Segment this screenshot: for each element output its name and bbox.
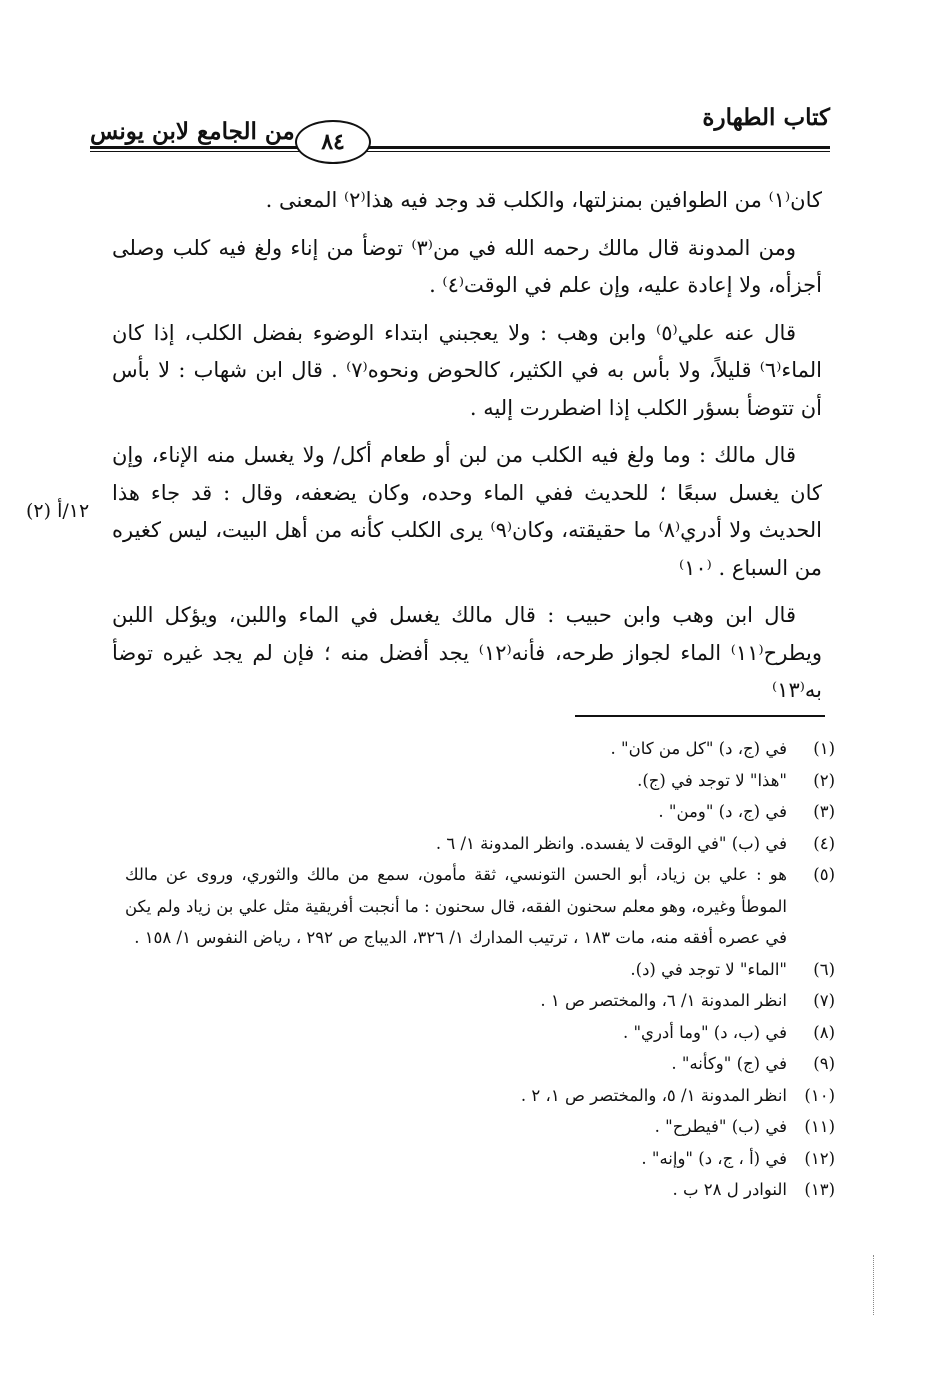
footnote-number: (٥): [813, 865, 835, 884]
footnote-number: (٣): [813, 802, 835, 821]
footnote: [125, 1048, 835, 1080]
footnote-number: (٩): [813, 1054, 835, 1073]
footnote-text: انظر المدونة ١/ ٥، والمختصر ص ١، ٢ .: [520, 1085, 787, 1105]
footnote-number: (١٠): [804, 1085, 835, 1105]
paragraph: كان⁽١⁾ من الطوافين بمنزلتها، والكلب قد وجد فيه هذا⁽٢⁾ المعنى .: [265, 188, 822, 212]
header-rule-thin: [90, 151, 830, 152]
footnote: [125, 1143, 835, 1175]
footnote-text: "الماء" لا توجد في (د).: [630, 959, 787, 979]
footnote: [125, 733, 835, 765]
margin-folio-note: ١٢/أ (٢): [26, 500, 90, 522]
footnote: [125, 828, 835, 860]
footnote-number: (١): [813, 739, 835, 758]
footnote-text: في (ج) "وكأنه" .: [671, 1054, 787, 1073]
header-rule: [90, 146, 830, 149]
footnote-number: (٤): [813, 833, 835, 853]
footnote-number: (٦): [813, 959, 835, 979]
footnote-separator: [575, 715, 825, 717]
footnote-text: في (ب) "في الوقت لا يفسده. وانظر المدونة ١/ ٦ .: [435, 833, 787, 853]
footnote-text: في (ج، د) "ومن" .: [658, 802, 787, 821]
main-text: [112, 182, 822, 720]
footnote: [125, 1174, 835, 1206]
footnotes: [125, 733, 835, 1206]
footnote-text: هو : علي بن زياد، أبو الحسن التونسي، ثقة مأمون، سمع من مالك والثوري، وروى عن مالك الموطأ وغيره، وهو معلم سحنون الفقه، قال سحنون : ما أنجبت أفريقية مثل علي بن زياد ولم يكن في عصره أفقه منه، مات ١٨٣ ، ترتيب المدارك ١/ ٣٢٦، الديباج ص ٢٩٢ ، رياض النفوس ١/ ١٥٨ .: [125, 865, 787, 947]
footnote-text: النوادر ل ٢٨ ب .: [672, 1180, 787, 1199]
footnote-text: في (ج، د) "كل من كان" .: [610, 739, 787, 758]
footnote-number: (١٢): [804, 1148, 835, 1168]
footnote: [125, 765, 835, 797]
footnote-number: (١٣): [804, 1180, 835, 1199]
page-number: ٨٤: [321, 129, 345, 155]
footnote: [125, 985, 835, 1017]
footnote-number: (٢): [813, 770, 835, 790]
footnote-number: (١١): [804, 1117, 835, 1136]
footnote: [125, 1111, 835, 1143]
footnote: [125, 859, 835, 954]
running-title: من الجامع لابن يونس: [90, 118, 295, 145]
book-title: كتاب الطهارة: [702, 104, 830, 131]
footnote-number: (٧): [813, 991, 835, 1010]
paragraph: قال عنه علي⁽٥⁾ وابن وهب : ولا يعجبني ابتداء الوضوء بفضل الكلب، إذا كان الماء⁽٦⁾ قليلاً، ولا بأس به في الكثير، كالحوض ونحوه⁽٧⁾ . قال ابن شهاب : لا بأس أن تتوضأ بسؤر الكلب إذا اضطررت إليه .: [112, 320, 823, 420]
page-header: [90, 100, 830, 160]
scan-artifact: [873, 1255, 876, 1315]
paragraph: ومن المدونة قال مالك رحمه الله في من⁽٣⁾ توضأ من إناء ولغ فيه كلب وصلى أجزأه، ولا إعادة عليه، وإن علم في الوقت⁽٤⁾ .: [112, 235, 822, 297]
footnote-text: انظر المدونة ١/ ٦، والمختصر ص ١ .: [540, 991, 787, 1010]
footnote: [125, 1017, 835, 1049]
footnote-text: في (ب) "فيطرح" .: [654, 1117, 787, 1136]
footnote-text: "هذا" لا توجد في (ج).: [637, 770, 787, 790]
footnote-text: في (ب، د) "وما أدري" .: [622, 1022, 787, 1042]
footnote: [125, 954, 835, 986]
footnote-text: في (أ ، ج، د) "وإنه" .: [641, 1148, 787, 1168]
footnote: [125, 796, 835, 828]
paragraph: قال ابن وهب وابن حبيب : قال مالك يغسل في الماء واللبن، ويؤكل اللبن ويطرح⁽١١⁾ الماء لجواز طرحه، فأنه⁽١٢⁾ يجد أفضل منه ؛ فإن لم يجد غيره توضأ به⁽١٣⁾: [112, 603, 822, 702]
paragraph: قال مالك : وما ولغ فيه الكلب من لبن أو طعام أكل/ ولا يغسل منه الإناء، وإن كان يغسل سبعًا ؛ للحديث ففي الماء وحده، وكان يضعفه، وقال : قد جاء هذا الحديث ولا أدري⁽٨⁾ ما حقيقته، وكان⁽٩⁾ يرى الكلب كأنه من أهل البيت، ليس كغيره من السباع . ⁽١٠⁾: [112, 443, 823, 580]
footnote: [125, 1080, 835, 1112]
page-number-ornament: [295, 120, 371, 164]
footnote-number: (٨): [813, 1022, 835, 1042]
